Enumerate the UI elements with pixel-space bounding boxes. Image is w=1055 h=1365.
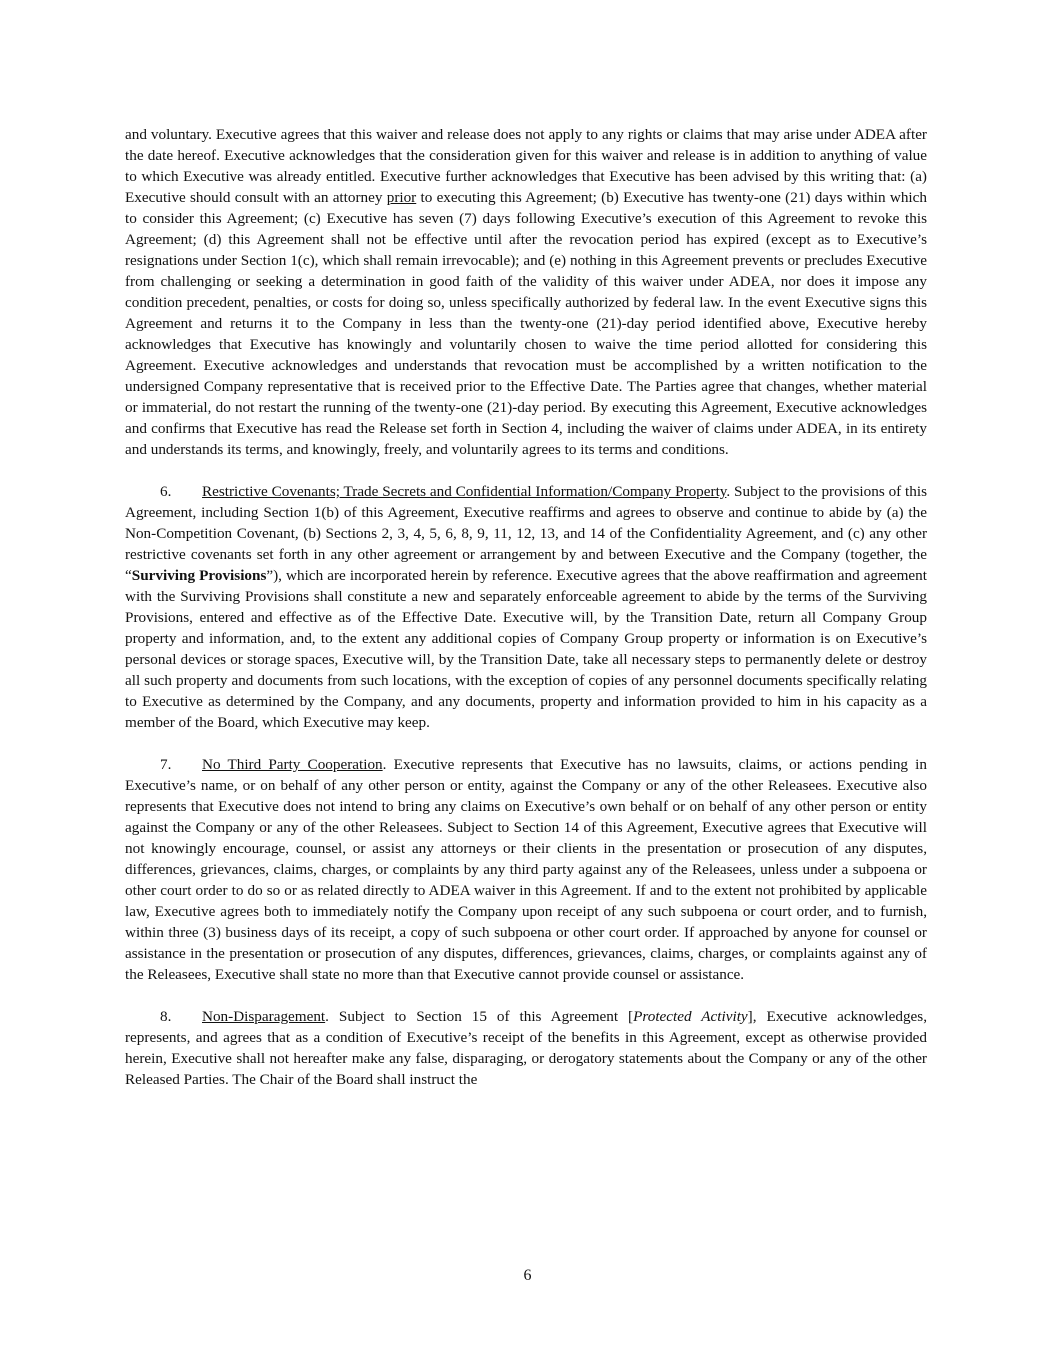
document-body (125, 124, 927, 1111)
paragraph-text: ”), which are incorporated herein by reference. Executive agrees that the above reaffirmation and agreement with the Surviving Provisions shall constitute a new and separately enforceable agreement to abide by the terms of the Surviving Provisions, entered and effective as of the Effective Date. Executive will, by the Transition Date, return all Company Group property and information, and, to the extent any additional copies of Company Group property or information is on Executive’s personal devices or storage spaces, Executive will, by the Transition Date, take all necessary steps to permanently delete or destroy all such property and documents from such locations, with the exception of copies of any personnel documents specifically relating to Executive as determined by the Company, and any documents, property and information provided to him in his capacity as a member of the Board, which Executive may keep. (125, 567, 927, 731)
defined-term-surviving-provisions: Surviving Provisions (131, 567, 267, 584)
section-6-restrictive-covenants (125, 481, 927, 733)
paragraph-text: to executing this Agreement; (b) Executive has twenty-one (21) days within which to consider this Agreement; (c) Executive has seven (7) days following Executive’s execution of this Agreement to revoke this Agreement; (d) this Agreement shall not be effective until after the revocation period has expired (except as to Executive’s resignations under Section 1(c), which shall remain irrevocable); and (e) nothing in this Agreement prevents or precludes Executive from challenging or seeking a determination in good faith of the validity of this waiver under ADEA, nor does it impose any condition precedent, penalties, or costs for doing so, unless specifically authorized by federal law. In the event Executive signs this Agreement and returns it to the Company in less than the twenty-one (21)-day period identified above, Executive hereby acknowledges that Executive has knowingly and voluntarily chosen to waive the time period allotted for considering this Agreement. Executive acknowledges and understands that revocation must be accomplished by a written notification to the undersigned Company representative that is received prior to the Effective Date. The Parties agree that changes, whether material or immaterial, do not restart the running of the twenty-one (21)-day period. By executing this Agreement, Executive acknowledges and confirms that Executive has read the Release set forth in Section 4, including the waiver of claims under ADEA, in its entirety and understands its terms, and knowingly, freely, and voluntarily agrees to its terms and conditions. (125, 189, 927, 458)
section-7-no-third-party-cooperation (125, 754, 927, 985)
section-heading: Non-Disparagement (202, 1008, 326, 1025)
section-heading: No Third Party Cooperation (202, 756, 383, 773)
underlined-word-prior: prior (386, 189, 417, 206)
section-8-non-disparagement (125, 1006, 927, 1090)
italic-reference-protected-activity: Protected Activity (633, 1008, 748, 1025)
paragraph-text: ], Executive acknowledges, represents, and agrees that as a condition of Executive’s receipt of the benefits in this Agreement, except as otherwise provided herein, Executive shall not hereafter make any false, disparaging, or derogatory statements about the Company or any of the other Released Parties. The Chair of the Board shall instruct the (125, 1008, 927, 1088)
section-number: 8. (160, 1008, 172, 1025)
section-heading: Restrictive Covenants; Trade Secrets and Confidential Information/Company Property (202, 483, 727, 500)
paragraph-text: . Subject to Section 15 of this Agreement [ (325, 1008, 634, 1025)
section-number: 6. (160, 483, 172, 500)
page-number: 6 (523, 1267, 532, 1284)
section-number: 7. (160, 756, 172, 773)
paragraph-text: . Executive represents that Executive has no lawsuits, claims, or actions pending in Executive’s name, or on behalf of any other person or entity, against the Company or any of the other Releasees. Executive also represents that Executive does not intend to bring any claims on Executive’s own behalf or on behalf of any other person or entity against the Company or any of the other Releasees. Subject to Section 14 of this Agreement, Executive agrees that Executive will not knowingly encourage, counsel, or assist any attorneys or their clients in the presentation or prosecution of any disputes, differences, grievances, claims, charges, or complaints by any third party against any of the Releasees, unless under a subpoena or other court order to do so or as related directly to ADEA waiver in this Agreement. If and to the extent not prohibited by applicable law, Executive agrees both to immediately notify the Company upon receipt of any such subpoena or court order, and to furnish, within three (3) business days of its receipt, a copy of such subpoena or other court order. If approached by anyone for counsel or assistance in the presentation or prosecution of any disputes, differences, grievances, claims, charges, or complaints against any of the Releasees, Executive shall state no more than that Executive cannot provide counsel or assistance. (125, 756, 927, 983)
paragraph-text: and voluntary. Executive agrees that this waiver and release does not apply to any rights or claims that may arise under ADEA after the date hereof. Executive acknowledges that the consideration given for this waiver and release is in addition to anything of value to which Executive was already entitled. Executive further acknowledges that Executive has been advised by this writing that: (a) Executive should consult with an attorney (125, 126, 927, 206)
paragraph-adea-waiver (125, 124, 927, 460)
paragraph-text: . Subject to the provisions of this Agreement, including Section 1(b) of this Agreement, Executive reaffirms and agrees to observe and continue to abide by (a) the Non-Competition Covenant, (b) Sections 2, 3, 4, 5, 6, 8, 9, 11, 12, 13, and 14 of the Confidentiality Agreement, and (c) any other restrictive covenants set forth in any other agreement or arrangement by and between Executive and the Company (together, the “ (125, 483, 927, 584)
